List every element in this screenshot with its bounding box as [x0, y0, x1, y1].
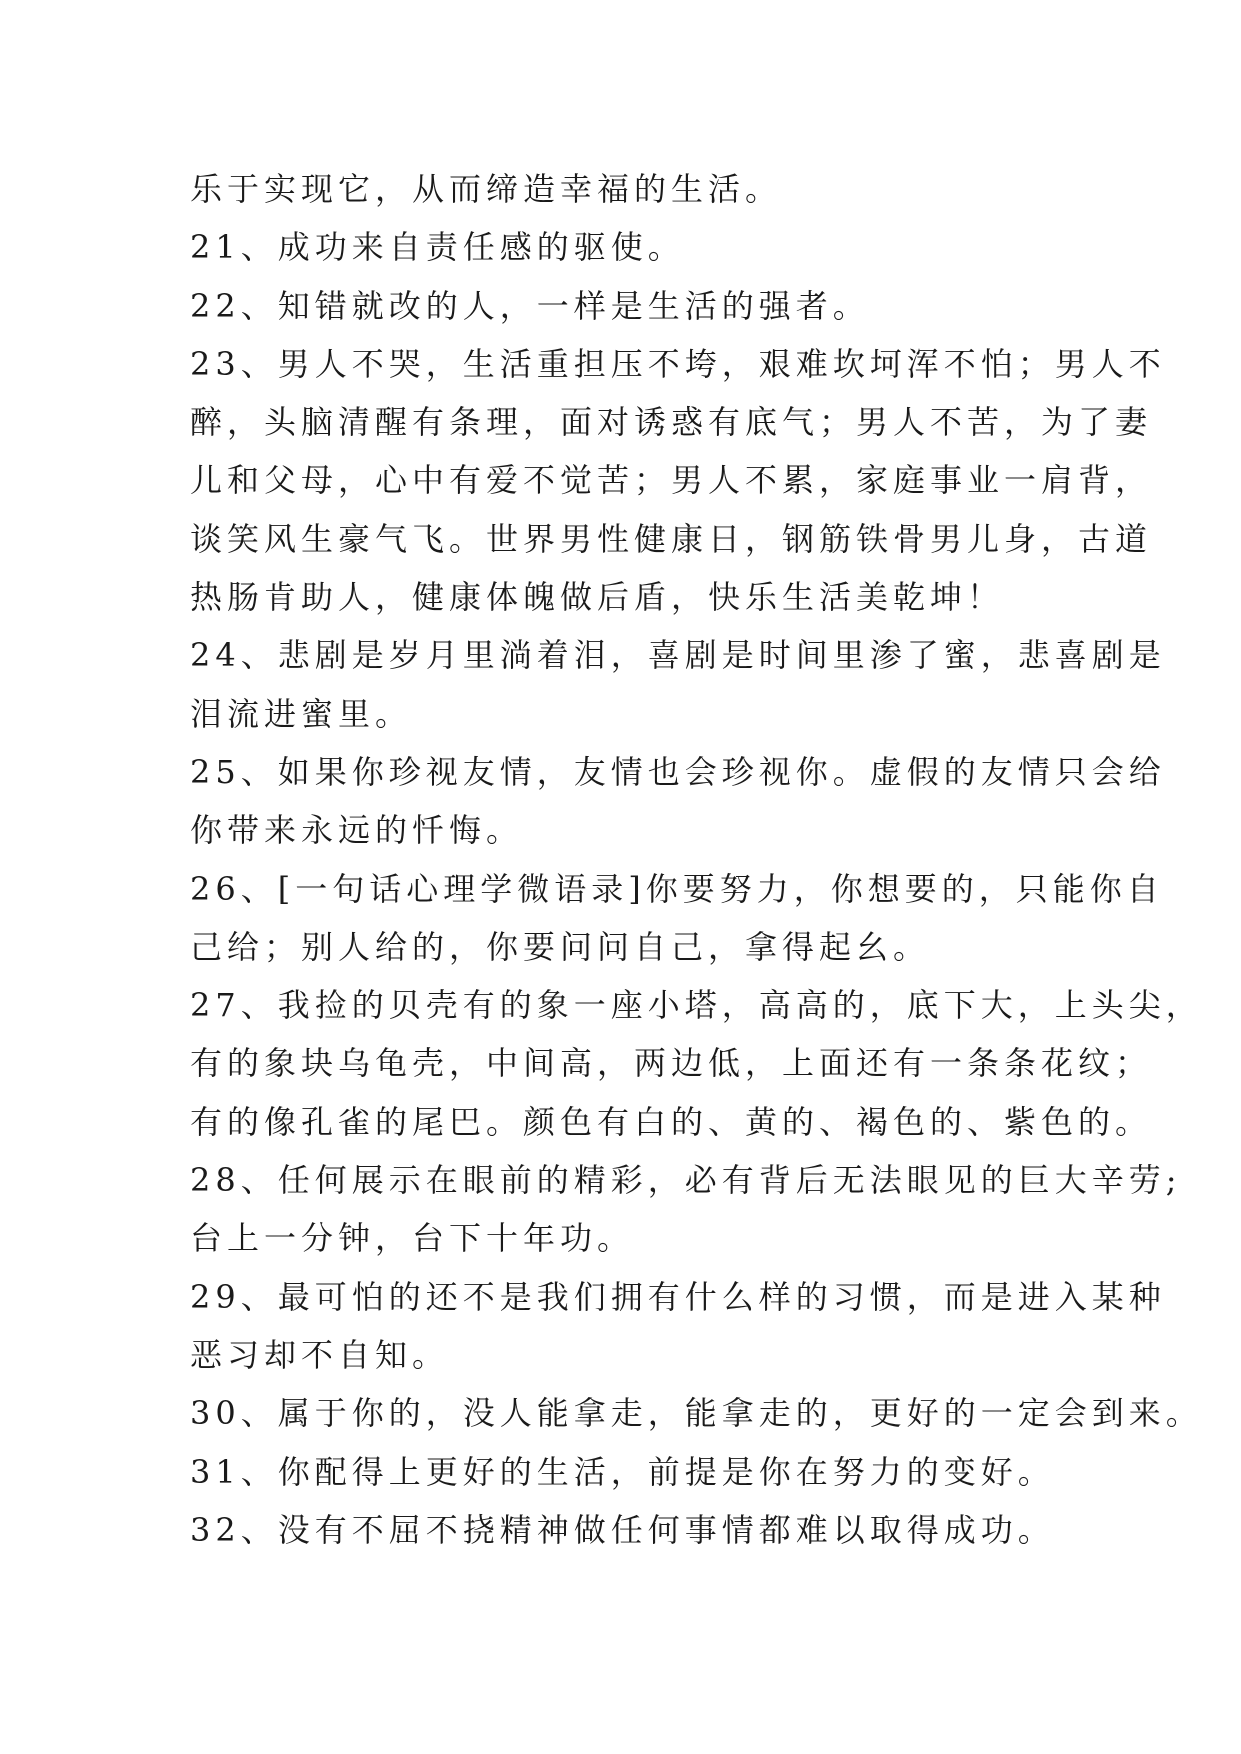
text-line: 24、悲剧是岁月里淌着泪，喜剧是时间里渗了蜜，悲喜剧是	[190, 636, 1166, 675]
text-line: 泪流进蜜里。	[190, 694, 413, 733]
text-line: 乐于实现它，从而缔造幸福的生活。	[190, 170, 783, 208]
text-line: 26、[一句话心理学微语录]你要努力，你想要的，只能你自	[190, 869, 1164, 908]
text-line: 己给；别人给的，你要问问自己，拿得起幺。	[190, 927, 931, 966]
text-line: 25、如果你珍视友情，友情也会珍视你。虚假的友情只会给	[190, 752, 1166, 791]
text-line: 有的象块乌龟壳，中间高，两边低，上面还有一条条花纹；	[190, 1044, 1153, 1083]
text-line: 恶习却不自知。	[190, 1335, 450, 1374]
text-line: 29、最可怕的还不是我们拥有什么样的习惯，而是进入某种	[190, 1277, 1166, 1316]
text-line: 谈笑风生豪气飞。世界男性健康日，钢筋铁骨男儿身，古道	[190, 519, 1153, 558]
text-line: 你带来永远的忏悔。	[190, 811, 524, 850]
text-line: 28、任何展示在眼前的精彩，必有背后无法眼见的巨大辛劳;	[190, 1161, 1182, 1200]
text-line: 热肠肯助人，健康体魄做后盾，快乐生活美乾坤！	[190, 578, 1005, 617]
text-line: 有的像孔雀的尾巴。颜色有白的、黄的、褐色的、紫色的。	[190, 1102, 1153, 1141]
text-line: 21、成功来自责任感的驱使。	[190, 228, 685, 267]
text-line: 23、男人不哭，生活重担压不垮，艰难坎坷浑不怕；男人不	[190, 344, 1166, 383]
text-line: 儿和父母，心中有爱不觉苦；男人不累，家庭事业一肩背，	[190, 461, 1153, 500]
text-line: 醉，头脑清醒有条理，面对诱惑有底气；男人不苦，为了妻	[190, 403, 1153, 442]
text-line: 27、我捡的贝壳有的象一座小塔，高高的，底下大，上头尖，	[190, 986, 1203, 1025]
text-line: 台上一分钟，台下十年功。	[190, 1219, 635, 1258]
text-line: 30、属于你的，没人能拿走，能拿走的，更好的一定会到来。	[190, 1394, 1203, 1433]
text-line: 32、没有不屈不挠精神做任何事情都难以取得成功。	[190, 1510, 1055, 1549]
text-line: 22、知错就改的人，一样是生活的强者。	[190, 286, 870, 325]
document-body	[190, 160, 1203, 1559]
text-line: 31、你配得上更好的生活，前提是你在努力的变好。	[190, 1452, 1055, 1491]
